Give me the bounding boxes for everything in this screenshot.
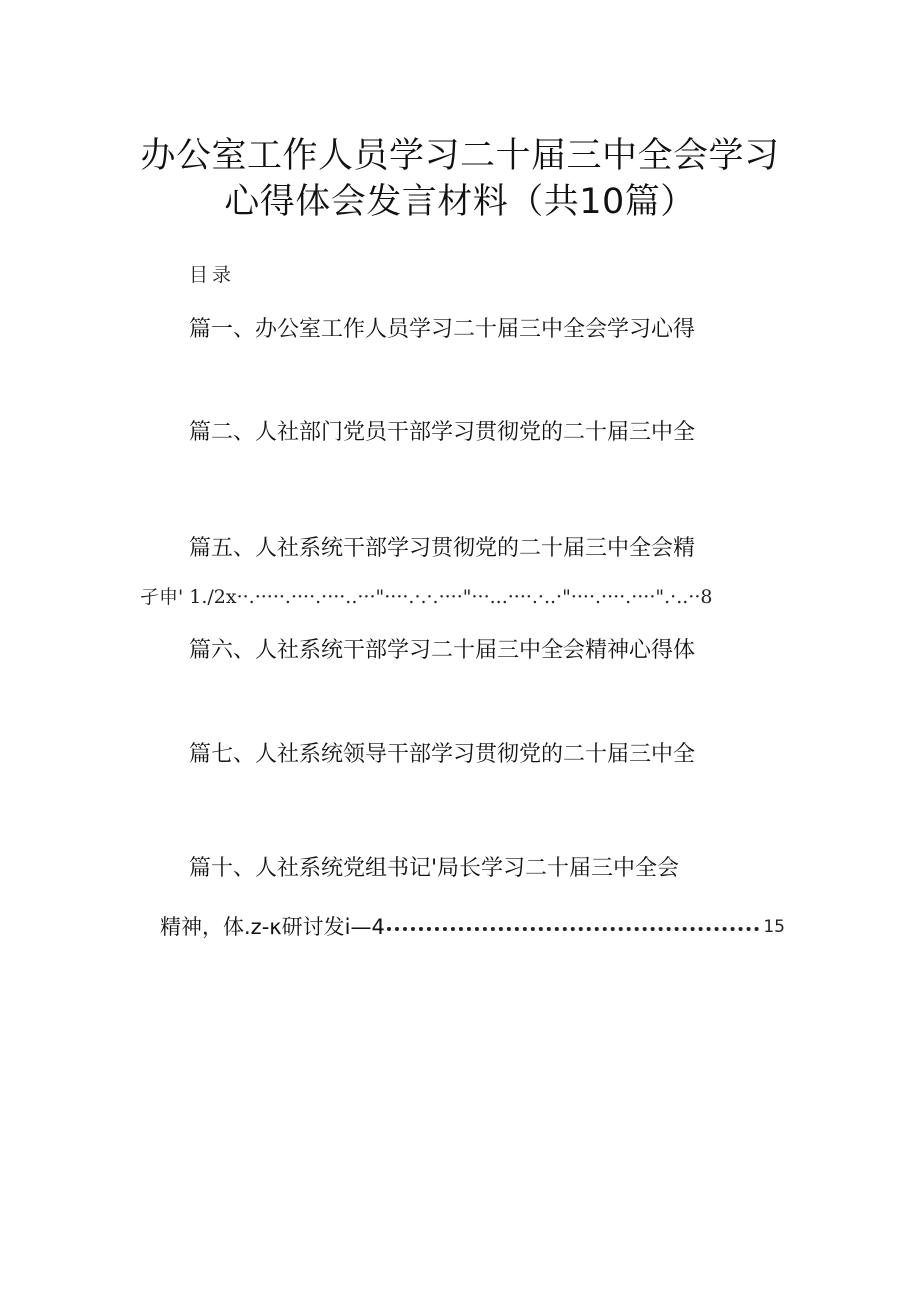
toc-entry: 篇五、人社系统干部学习贯彻党的二十届三中全会精 bbox=[189, 536, 696, 561]
toc-continuation-text: 孑申' 1./2x··.·····.····.····..···"····.·.·.····"···...····.·..·"····.····.····".·..··8 bbox=[140, 586, 713, 608]
toc-entry-continuation bbox=[140, 584, 712, 610]
document-title-line-2: 心得体会发言材料（共10篇） bbox=[224, 182, 696, 222]
toc-entry-continuation bbox=[160, 912, 785, 942]
toc-entry: 篇二、人社部门党员干部学习贯彻党的二十届三中全 bbox=[189, 420, 696, 445]
dot-leader bbox=[387, 927, 760, 931]
toc-heading: 目录 bbox=[189, 264, 236, 286]
toc-entry: 篇十、人社系统党组书记'局长学习二十届三中全会 bbox=[189, 856, 680, 881]
document-title-line-1: 办公室工作人员学习二十届三中全会学习 bbox=[140, 136, 780, 176]
toc-continuation-text: 精神，体.z-κ研讨发i—4 bbox=[160, 915, 385, 939]
toc-entry: 篇一、办公室工作人员学习二十届三中全会学习心得 bbox=[189, 317, 696, 342]
toc-entry: 篇七、人社系统领导干部学习贯彻党的二十届三中全 bbox=[189, 742, 696, 767]
toc-page-number: 15 bbox=[763, 917, 785, 937]
toc-entry: 篇六、人社系统干部学习二十届三中全会精神心得体 bbox=[189, 638, 696, 663]
